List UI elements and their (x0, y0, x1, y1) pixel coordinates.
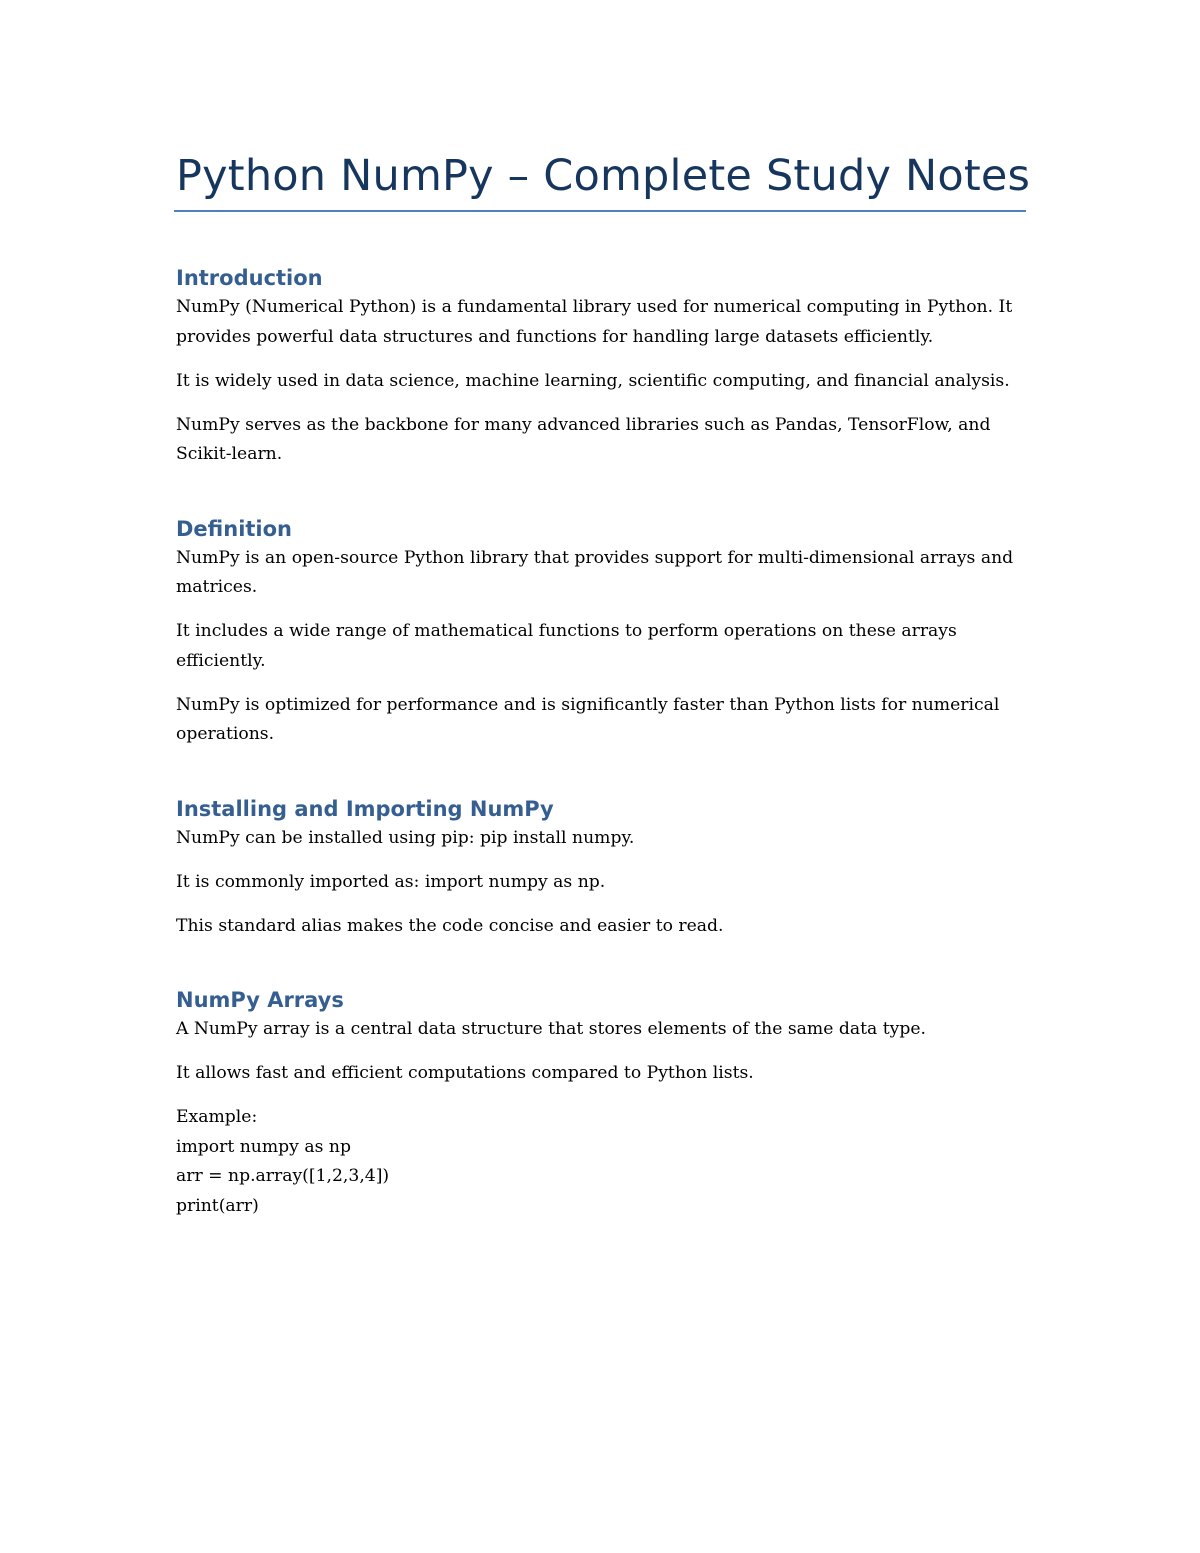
section-heading: NumPy Arrays (176, 988, 344, 1012)
paragraph: It includes a wide range of mathematical functions to perform operations on these arrays efficiently. (176, 621, 957, 671)
paragraph: NumPy is optimized for performance and is significantly faster than Python lists for numerical operations. (176, 694, 1000, 744)
section-heading: Definition (176, 516, 293, 541)
section-heading: Installing and Importing NumPy (176, 796, 554, 821)
section-installing-importing (176, 794, 1028, 942)
paragraph: NumPy is an open-source Python library that provides support for multi-dimensional arrays and matrices. (176, 547, 1014, 597)
paragraph: A NumPy array is a central data structure that stores elements of the same data type. (176, 1019, 926, 1039)
paragraph: NumPy serves as the backbone for many advanced libraries such as Pandas, TensorFlow, and Scikit-learn. (176, 414, 991, 464)
code-line: arr = np.array([1,2,3,4]) (176, 1166, 390, 1186)
paragraph: It allows fast and efficient computations compared to Python lists. (176, 1063, 754, 1083)
section-definition (176, 514, 1028, 750)
paragraph: NumPy (Numerical Python) is a fundamental library used for numerical computing in Python. It provides powerful data structures and functions for handling large datasets efficiently. (176, 297, 1013, 347)
code-line: print(arr) (176, 1195, 259, 1216)
paragraph: It is commonly imported as: import numpy as np. (176, 871, 606, 892)
example-block (176, 1103, 1028, 1221)
section-heading: Introduction (176, 266, 323, 290)
paragraph: NumPy can be installed using pip: pip install numpy. (176, 827, 635, 848)
title-underline (174, 210, 1026, 212)
paragraph: This standard alias makes the code concise and easier to read. (176, 915, 724, 936)
section-introduction (176, 263, 1028, 470)
example-label: Example: (176, 1107, 258, 1127)
document-page (176, 148, 1031, 1221)
section-numpy-arrays (176, 985, 1028, 1221)
code-line: import numpy as np (176, 1136, 351, 1157)
document-title: Python NumPy – Complete Study Notes (176, 151, 1031, 201)
paragraph: It is widely used in data science, machine learning, scientific computing, and financial analysis. (176, 370, 1010, 391)
